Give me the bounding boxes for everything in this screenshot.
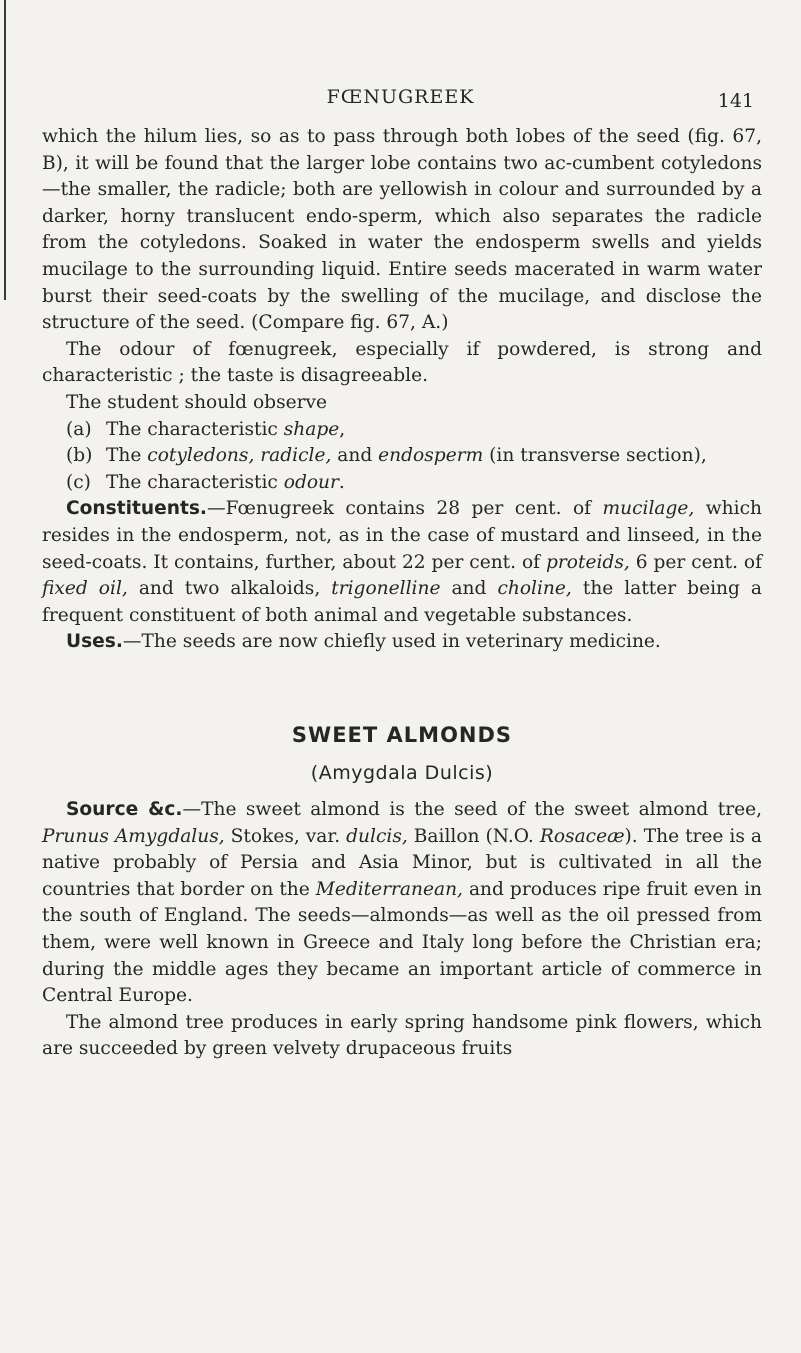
running-head: FŒNUGREEK xyxy=(326,86,475,108)
paragraph-observe: The student should observe xyxy=(66,391,328,413)
paragraph-constituents: Constituents.—Fœnugreek contains 28 per cent. of mucilage, which resides in the endosperm, not, as in the case of mustard and linseed, in the seed-coats. It contains, further, about 22 per cent. of proteids, 6 per cent. of fixed oil, and two alkaloids, trigonelline and choline, the latter being a frequent constituent of both animal and vegetable substances. xyxy=(42,498,763,626)
section-title: SWEET ALMONDS xyxy=(291,722,513,747)
page-number: 141 xyxy=(717,90,754,112)
list-marker: (a) xyxy=(66,418,92,440)
section-subtitle: (Amygdala Dulcis) xyxy=(310,762,494,785)
side-heading-source: Source &c. xyxy=(66,799,183,821)
list-item: (b) The cotyledons, radicle, and endosperm (in transverse section), xyxy=(42,443,762,470)
body-text xyxy=(42,124,762,1063)
list-item: (c) The characteristic odour. xyxy=(42,470,762,497)
page-header xyxy=(0,82,801,122)
paragraph-odour: The odour of fœnugreek, especially if powdered, is strong and characteristic ; the taste is disagreeable. xyxy=(42,338,762,387)
paragraph-almond-tree: The almond tree produces in early spring handsome pink flowers, which are succeeded by green velvety drupaceous fruits xyxy=(42,1011,762,1060)
paragraph-uses: Uses.—The seeds are now chiefly used in veterinary medicine. xyxy=(66,631,661,653)
paragraph-hilum: which the hilum lies, so as to pass through both lobes of the seed (fig. 67, B), it will be found that the larger lobe contains two ac-cumbent cotyledons—the smaller, the radicle; both are yellowish in colour and surrounded by a darker, horny translucent endo-sperm, which also separates the radicle from the cotyledons. Soaked in water the endosperm swells and yields mucilage to the surrounding liquid. Entire seeds macerated in warm water burst their seed-coats by the swelling of the mucilage, and disclose the structure of the seed. (Compare fig. 67, A.) xyxy=(42,126,762,334)
side-heading-uses: Uses. xyxy=(66,631,123,653)
page-edge-shadow xyxy=(4,0,6,300)
paragraph-source: Source &c.—The sweet almond is the seed of the sweet almond tree, Prunus Amygdalus, Stokes, var. dulcis, Baillon (N.O. Rosaceæ). The tree is a native probably of Persia and Asia Minor, but is cultivated in all the countries that border on the Mediterranean, and produces ripe fruit even in the south of England. The seeds—almonds—as well as the oil pressed from them, were well known in Greece and Italy long before the Christian era; during the middle ages they became an important article of commerce in Central Europe. xyxy=(42,799,763,1007)
side-heading-constituents: Constituents. xyxy=(66,498,207,520)
list-marker: (b) xyxy=(66,445,93,467)
list-marker: (c) xyxy=(66,471,91,493)
list-item: (a) The characteristic shape, xyxy=(42,417,762,444)
